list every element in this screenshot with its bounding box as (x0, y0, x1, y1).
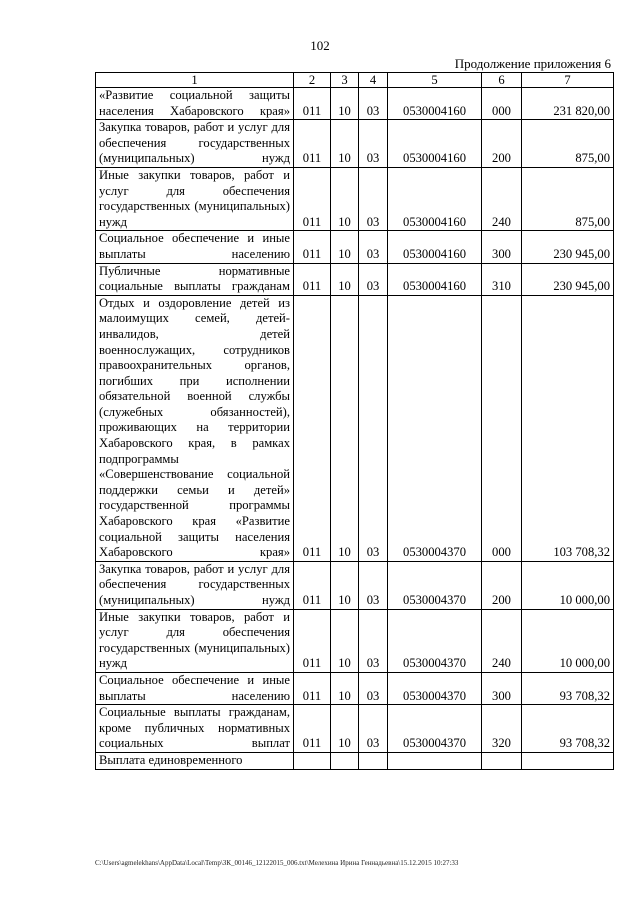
column-header: 4 (359, 73, 388, 88)
continuation-caption: Продолжение приложения 6 (454, 56, 611, 71)
row-amount-cell: 10 000,00 (522, 609, 614, 672)
row-subsection-cell: 03 (359, 88, 388, 120)
row-amount-cell: 230 945,00 (522, 263, 614, 295)
row-amount-cell: 875,00 (522, 120, 614, 168)
row-target-article-cell: 0530004160 (388, 120, 482, 168)
row-name-cell: Публичные нормативные социальные выплаты гражданам (96, 263, 294, 295)
row-section-cell: 10 (331, 672, 359, 704)
column-header: 2 (294, 73, 331, 88)
table-row (96, 167, 614, 230)
table-row (96, 672, 614, 704)
row-expense-type-cell: 240 (482, 609, 522, 672)
row-subsection-cell: 03 (359, 705, 388, 753)
row-name-cell: Иные закупки товаров, работ и услуг для обеспечения государственных (муниципальных) нужд (96, 609, 294, 672)
column-header: 1 (96, 73, 294, 88)
column-header: 7 (522, 73, 614, 88)
row-name-cell: Социальное обеспечение и иные выплаты населению (96, 672, 294, 704)
budget-table (95, 72, 614, 770)
row-section-cell: 10 (331, 705, 359, 753)
row-section-cell: 10 (331, 295, 359, 561)
column-header: 5 (388, 73, 482, 88)
row-expense-type-cell: 320 (482, 705, 522, 753)
row-amount-cell: 103 708,32 (522, 295, 614, 561)
row-code-cell: 011 (294, 231, 331, 263)
column-header: 6 (482, 73, 522, 88)
row-amount-cell: 231 820,00 (522, 88, 614, 120)
row-amount-cell: 230 945,00 (522, 231, 614, 263)
file-path-footer: C:\Users\agmelekhans\AppData\Local\Temp\ЗК_00146_12122015_006.txt\Мелехина Ирина Геннадьевна\15.12.2015 10:27:33 (95, 859, 459, 867)
table-row (96, 561, 614, 609)
row-section-cell (331, 752, 359, 769)
table-row (96, 263, 614, 295)
table-row (96, 752, 614, 769)
row-name-cell: Отдых и оздоровление детей из малоимущих семей, детей-инвалидов, детей военнослужащих, сотрудников правоохранительных органов, погибших при исполнении обязательной военной службы (служебных обязанностей), проживающих на территории Хабаровского края, в рамках подпрограммы «Совершенствование социальной поддержки семьи и детей» государственной программы Хабаровского края «Развитие социальной защиты населения Хабаровского края» (96, 295, 294, 561)
row-expense-type-cell: 200 (482, 561, 522, 609)
table-row (96, 88, 614, 120)
row-expense-type-cell: 240 (482, 167, 522, 230)
row-target-article-cell: 0530004370 (388, 561, 482, 609)
row-subsection-cell: 03 (359, 609, 388, 672)
row-code-cell: 011 (294, 705, 331, 753)
row-name-cell: Выплата единовременного (96, 752, 294, 769)
row-name-cell: Закупка товаров, работ и услуг для обеспечения государственных (муниципальных) нужд (96, 120, 294, 168)
row-name-cell: «Развитие социальной защиты населения Хабаровского края» (96, 88, 294, 120)
row-target-article-cell: 0530004370 (388, 295, 482, 561)
row-section-cell: 10 (331, 609, 359, 672)
row-expense-type-cell: 310 (482, 263, 522, 295)
table-row (96, 705, 614, 753)
row-code-cell: 011 (294, 88, 331, 120)
page-number: 102 (310, 38, 330, 53)
row-expense-type-cell: 300 (482, 672, 522, 704)
row-name-cell: Социальное обеспечение и иные выплаты населению (96, 231, 294, 263)
row-subsection-cell: 03 (359, 167, 388, 230)
row-code-cell: 011 (294, 263, 331, 295)
row-section-cell: 10 (331, 88, 359, 120)
row-subsection-cell (359, 752, 388, 769)
row-target-article-cell: 0530004370 (388, 705, 482, 753)
row-code-cell (294, 752, 331, 769)
row-subsection-cell: 03 (359, 231, 388, 263)
table-row (96, 231, 614, 263)
row-section-cell: 10 (331, 167, 359, 230)
row-name-cell: Закупка товаров, работ и услуг для обеспечения государственных (муниципальных) нужд (96, 561, 294, 609)
row-amount-cell: 10 000,00 (522, 561, 614, 609)
row-expense-type-cell: 300 (482, 231, 522, 263)
row-section-cell: 10 (331, 231, 359, 263)
row-expense-type-cell: 000 (482, 295, 522, 561)
table-row (96, 609, 614, 672)
row-section-cell: 10 (331, 120, 359, 168)
row-expense-type-cell: 200 (482, 120, 522, 168)
row-amount-cell (522, 752, 614, 769)
table-header-row (96, 73, 614, 88)
table-row (96, 295, 614, 561)
row-code-cell: 011 (294, 672, 331, 704)
row-amount-cell: 93 708,32 (522, 705, 614, 753)
row-subsection-cell: 03 (359, 295, 388, 561)
row-target-article-cell: 0530004160 (388, 88, 482, 120)
row-subsection-cell: 03 (359, 561, 388, 609)
row-expense-type-cell (482, 752, 522, 769)
row-code-cell: 011 (294, 295, 331, 561)
row-target-article-cell: 0530004160 (388, 167, 482, 230)
row-code-cell: 011 (294, 167, 331, 230)
row-target-article-cell: 0530004370 (388, 672, 482, 704)
row-code-cell: 011 (294, 561, 331, 609)
row-subsection-cell: 03 (359, 120, 388, 168)
row-target-article-cell (388, 752, 482, 769)
row-code-cell: 011 (294, 609, 331, 672)
table-row (96, 120, 614, 168)
row-section-cell: 10 (331, 561, 359, 609)
row-target-article-cell: 0530004160 (388, 263, 482, 295)
column-header: 3 (331, 73, 359, 88)
row-target-article-cell: 0530004160 (388, 231, 482, 263)
row-subsection-cell: 03 (359, 672, 388, 704)
row-target-article-cell: 0530004370 (388, 609, 482, 672)
row-name-cell: Иные закупки товаров, работ и услуг для обеспечения государственных (муниципальных) нужд (96, 167, 294, 230)
row-section-cell: 10 (331, 263, 359, 295)
row-subsection-cell: 03 (359, 263, 388, 295)
row-name-cell: Социальные выплаты гражданам, кроме публичных нормативных социальных выплат (96, 705, 294, 753)
row-expense-type-cell: 000 (482, 88, 522, 120)
row-amount-cell: 93 708,32 (522, 672, 614, 704)
row-amount-cell: 875,00 (522, 167, 614, 230)
row-code-cell: 011 (294, 120, 331, 168)
